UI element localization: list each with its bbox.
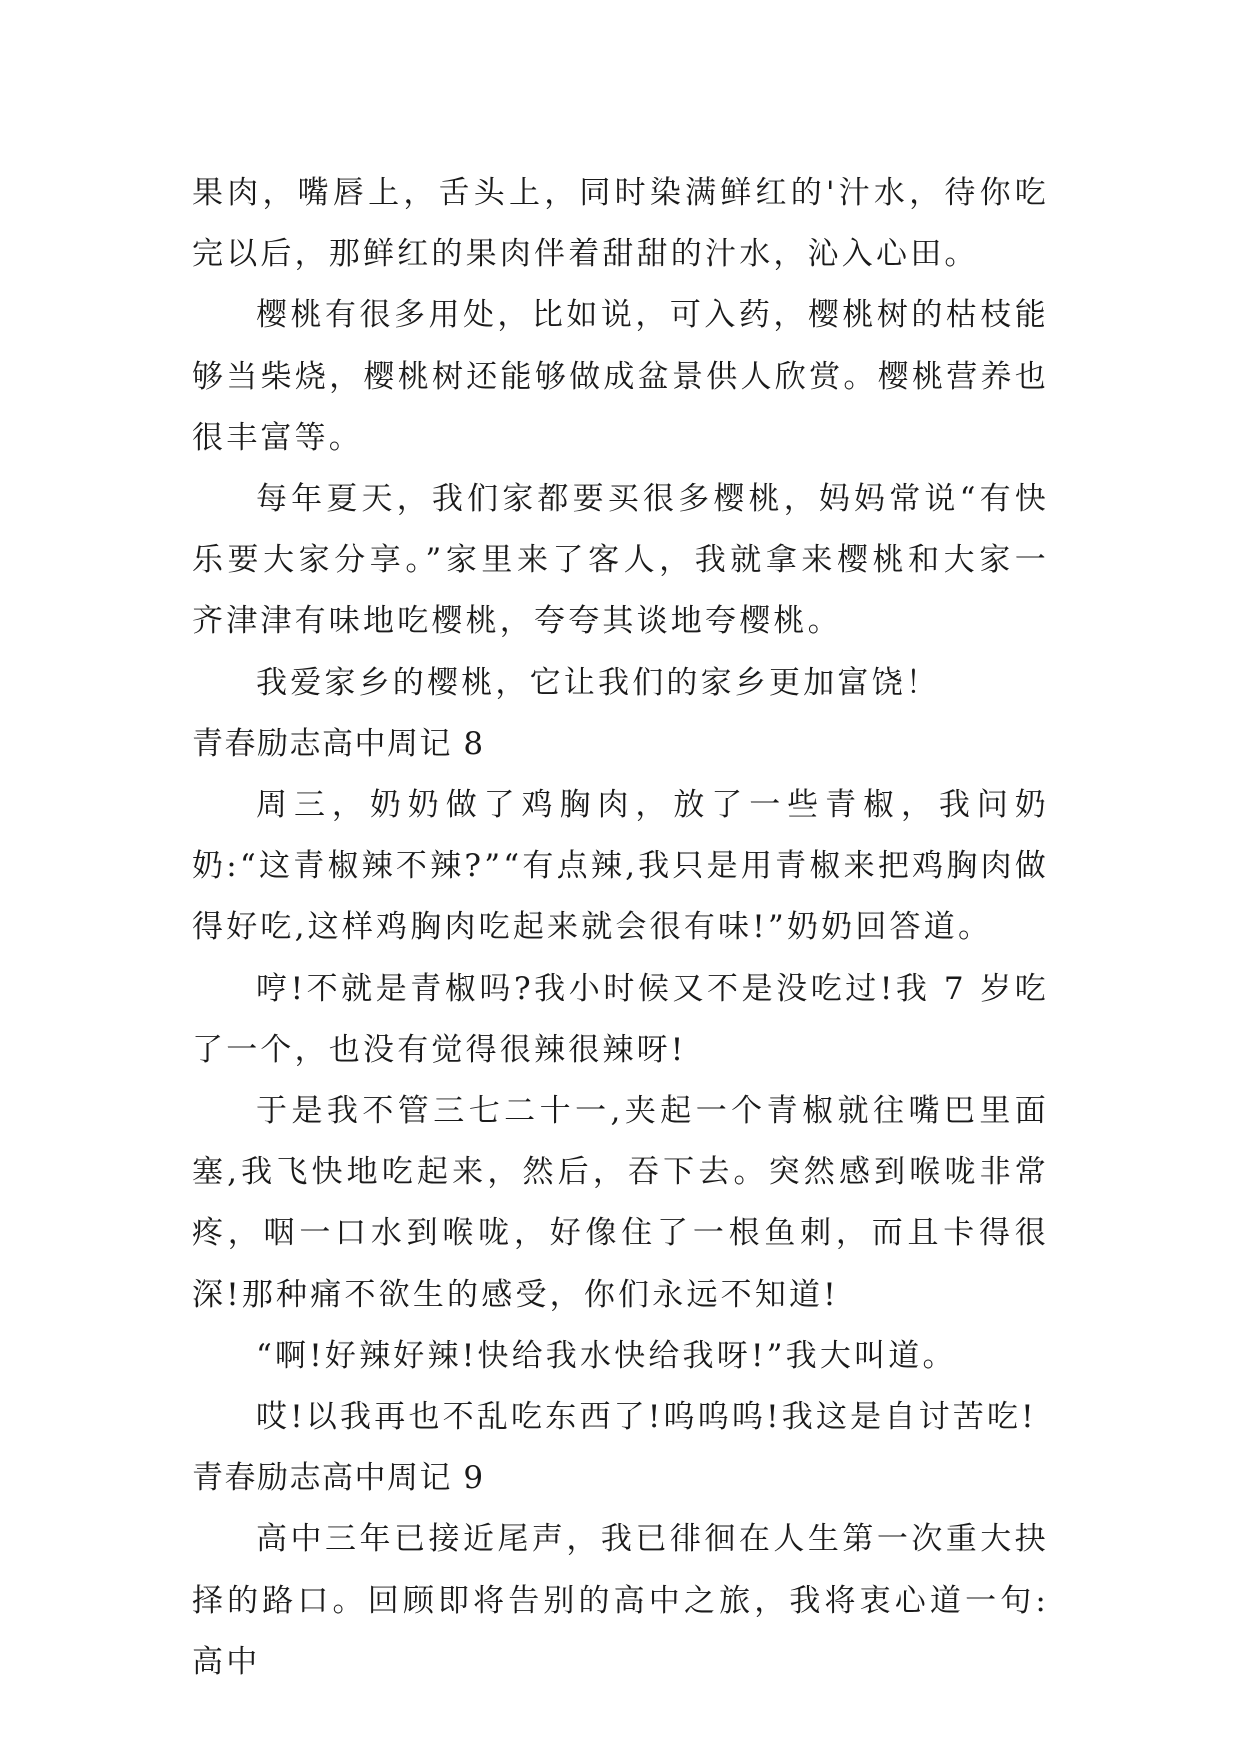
paragraph-so-spicy: “啊!好辣好辣!快给我水快给我呀!”我大叫道。 (256, 1337, 957, 1374)
paragraph-cherry-uses: 樱桃有很多用处，比如说，可入药，樱桃树的枯枝能够当柴烧，樱桃树还能够做成盆景供人欣赏。樱桃营养也很丰富等。 (192, 297, 1049, 456)
section-heading-8: 青春励志高中周记 8 (192, 725, 485, 762)
paragraph-chicken-pepper: 周三，奶奶做了鸡胸肉，放了一些青椒，我问奶奶:“这青椒辣不辣?”“有点辣,我只是用青椒来把鸡胸肉做得好吃,这样鸡胸肉吃起来就会很有味!”奶奶回答道。 (192, 787, 1049, 946)
paragraph-summer-cherries: 每年夏天，我们家都要买很多樱桃，妈妈常说“有快乐要大家分享。”家里来了客人，我就拿来樱桃和大家一齐津津有味地吃樱桃，夸夸其谈地夸樱桃。 (192, 481, 1049, 640)
paragraph-hmph: 哼!不就是青椒吗?我小时候又不是没吃过!我 7 岁吃了一个，也没有觉得很辣很辣呀! (192, 970, 1049, 1068)
paragraph-continuation: 果肉，嘴唇上，舌头上，同时染满鲜红的'汁水，待你吃完以后，那鲜红的果肉伴着甜甜的汁水，沁入心田。 (192, 175, 1049, 273)
paragraph-love-hometown: 我爱家乡的樱桃，它让我们的家乡更加富饶！ (256, 664, 940, 701)
paragraph-ate-pepper: 于是我不管三七二十一,夹起一个青椒就往嘴巴里面塞,我飞快地吃起来，然后，吞下去。突然感到喉咙非常疼，咽一口水到喉咙，好像住了一根鱼刺，而且卡得很深!那种痛不欲生的感受，你们永远不知道! (192, 1093, 1049, 1313)
document-body (192, 163, 1049, 1693)
paragraph-high-school: 高中三年已接近尾声，我已徘徊在人生第一次重大抉择的路口。回顾即将告别的高中之旅，我将衷心道一句:高中 (192, 1521, 1049, 1680)
paragraph-lesson: 哎!以我再也不乱吃东西了!呜呜呜!我这是自讨苦吃! (256, 1399, 1037, 1436)
section-heading-9: 青春励志高中周记 9 (192, 1460, 485, 1497)
